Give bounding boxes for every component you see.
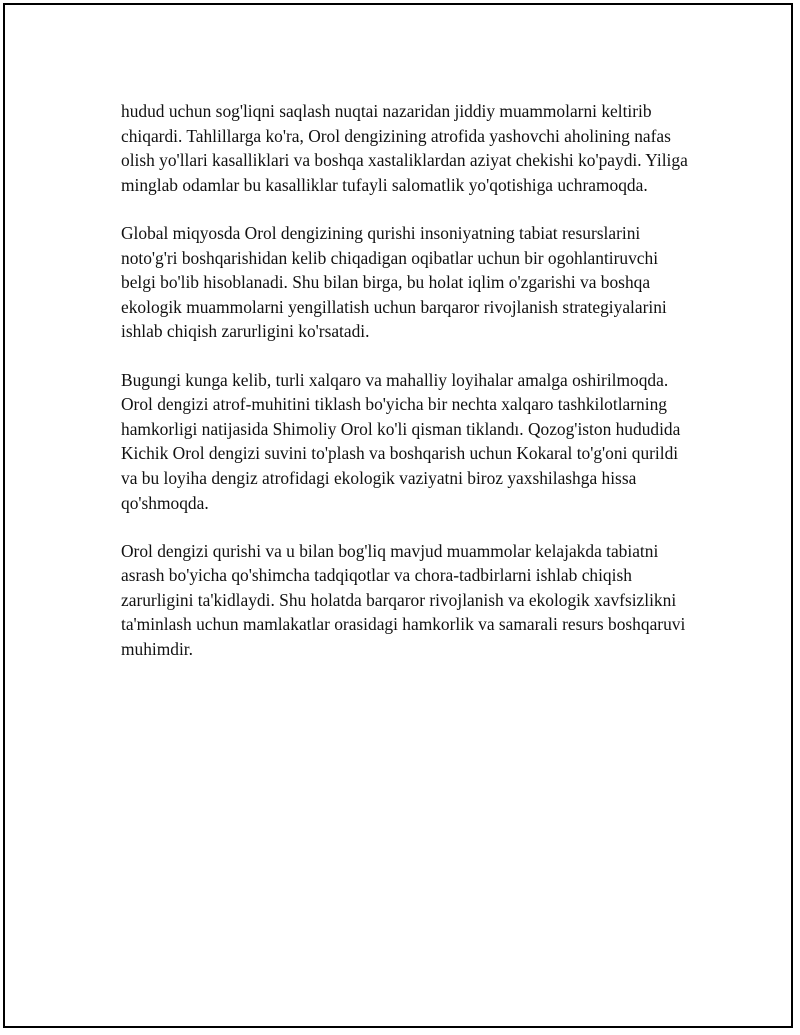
paragraph-health-impact: hudud uchun sog'liqni saqlash nuqtai nazaridan jiddiy muammolarni keltirib chiqardi. Tahlillarga ko'ra, Orol dengizining atrofida yashovchi aholining nafas olish yo'llari kasalliklari va boshqa xastaliklardan aziyat chekishi ko'paydi. Yiliga minglab odamlar bu kasalliklar tufayli salomatlik yo'qotishiga uchramoqda.	[121, 101, 688, 195]
paragraph-global-warning: Global miqyosda Orol dengizining qurishi insoniyatning tabiat resurslarini noto'g'ri boshqarishidan kelib chiqadigan oqibatlar uchun bir ogohlantiruvchi belgi bo'lib hisoblanadi. Shu bilan birga, bu holat iqlim o'zgarishi va boshqa ekologik muammolarni yengillatish uchun barqaror rivojlanish strategiyalarini ishlab chiqish zarurligini ko'rsatadi.	[121, 222, 667, 342]
paragraph-restoration-projects: Bugungi kunga kelib, turli xalqaro va mahalliy loyihalar amalga oshirilmoqda. Orol dengizi atrof-muhitini tiklash bo'yicha bir nechta xalqaro tashkilotlarning hamkorligi natijasida Shimoliy Orol ko'li qisman tiklandı. Qozog'iston hududida Kichik Orol dengizi suvini to'plash va boshqarish uchun Kokaral to'g'oni qurildi va bu loyiha dengiz atrofidagi ekologik vaziyatni biroz yaxshilashga hissa qo'shmoqda.	[121, 369, 681, 513]
document-page	[3, 3, 793, 1028]
paragraph-conclusion: Orol dengizi qurishi va u bilan bog'liq mavjud muammolar kelajakda tabiatni asrash bo'yicha qo'shimcha tadqiqotlar va chora-tadbirlarni ishlab chiqish zarurligini ta'kidlaydi. Shu holatda barqaror rivojlanish va ekologik xavfsizlikni ta'minlash uchun mamlakatlar orasidagi hamkorlik va samarali resurs boshqaruvi muhimdir.	[121, 540, 686, 660]
document-body	[121, 99, 696, 685]
